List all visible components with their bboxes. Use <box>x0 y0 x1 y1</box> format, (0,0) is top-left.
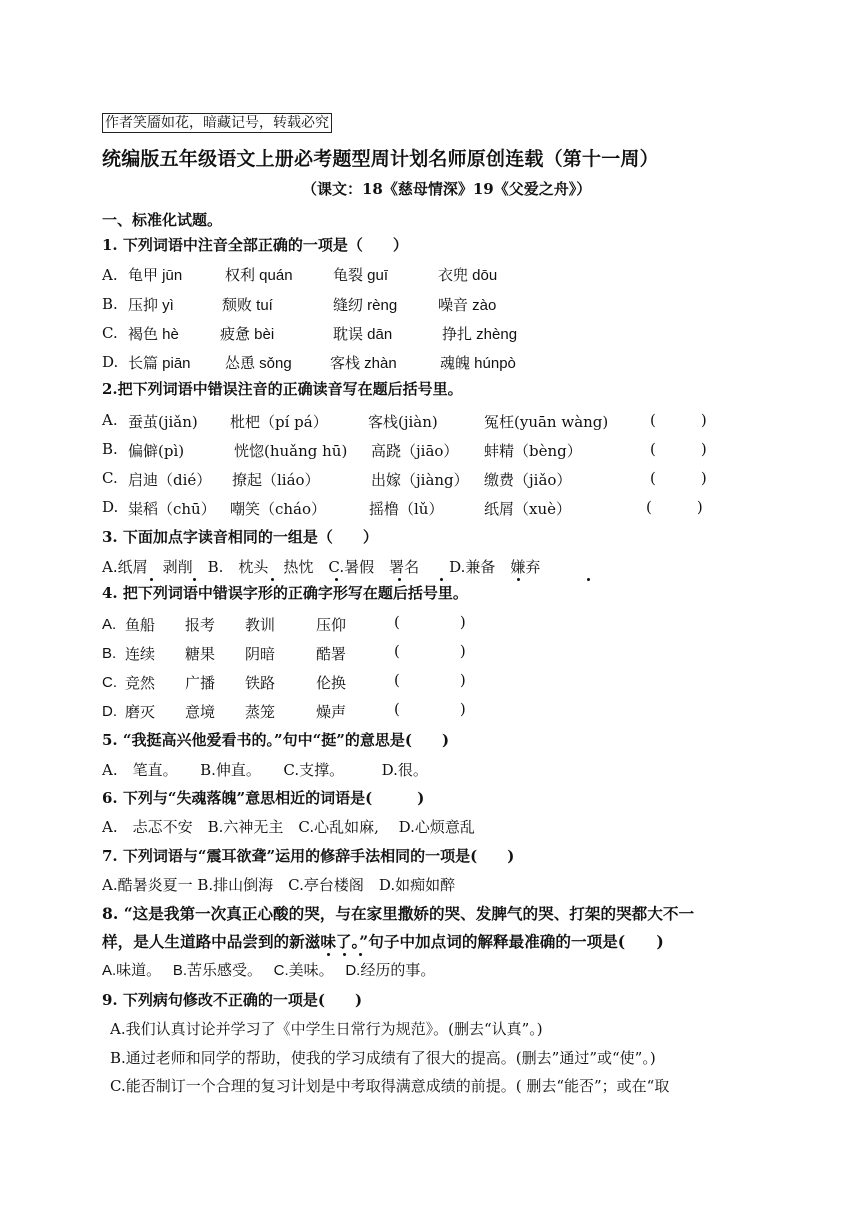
option-item: 蚕茧(jiǎn) <box>128 413 198 431</box>
option-item: 连续 <box>125 645 156 663</box>
answer-paren: ( ) <box>650 411 707 429</box>
question-8-stem-line-2: 样，是人生道路中品尝到的新滋味了。”句子中加点词的解释最准确的一项是( ) <box>102 932 664 951</box>
option-item: 撩起（liáo） <box>232 471 320 489</box>
option-item: 出嫁（jiàng） <box>371 471 469 489</box>
question-7-stem: 7. 下列词语与“震耳欲聋”运用的修辞手法相同的一项是( ) <box>102 847 515 865</box>
answer-paren: ( ) <box>394 671 466 689</box>
emphasis-dot <box>335 578 338 581</box>
emphasis-dot <box>193 578 196 581</box>
option-item: 权利 quán <box>225 267 293 284</box>
option-item: 摇橹（lǔ） <box>369 500 444 518</box>
answer-paren: ( ) <box>646 498 703 516</box>
question-8-options: A.味道。 B.苦乐感受。 C.美味。 D.经历的事。 <box>102 962 436 979</box>
option-item: 磨灭 <box>125 703 156 721</box>
option-item: 疲惫 bèi <box>220 326 275 343</box>
option-item: 蚌精（bèng） <box>484 442 582 460</box>
answer-paren: ( ) <box>650 440 707 458</box>
emphasis-dot <box>440 578 443 581</box>
option-item: 偏僻(pì) <box>128 442 185 460</box>
question-4-stem: 4. 把下列词语中错误字形的正确字形写在题后括号里。 <box>102 584 468 602</box>
option-label: D. <box>102 353 119 371</box>
option-label: A. <box>102 411 118 429</box>
option-item: 广播 <box>185 674 216 692</box>
option-item: 启迪（dié） <box>128 471 212 489</box>
question-3-stem: 3. 下面加点字读音相同的一组是（ ） <box>102 528 378 546</box>
option-label: B. <box>102 295 118 313</box>
emphasis-dot <box>517 578 520 581</box>
emphasis-dot <box>327 953 330 956</box>
option-item: 怂恿 sǒng <box>225 355 292 372</box>
option-item: 恍惚(huǎng hū) <box>234 442 348 460</box>
emphasis-dot <box>271 578 274 581</box>
option-label: D. <box>102 703 117 720</box>
option-item: 冤枉(yuān wàng) <box>484 413 609 431</box>
option-item: 衣兜 dōu <box>438 267 498 284</box>
option-item: 耽误 dān <box>333 326 393 343</box>
option-label: D. <box>102 498 119 516</box>
option-item: 粜稻（chū） <box>128 500 216 518</box>
option-item: 高跷（jiāo） <box>371 442 459 460</box>
question-5-stem: 5. “我挺高兴他爱看书的。”句中“挺”的意思是( ) <box>102 731 450 749</box>
option-item: 压仰 <box>316 616 347 634</box>
answer-paren: ( ) <box>394 642 466 660</box>
page-title: 统编版五年级语文上册必考题型周计划名师原创连载（第十一周） <box>102 148 659 170</box>
option-item: 酷署 <box>316 645 347 663</box>
page-subtitle: （课文：18《慈母情深》19《父爱之舟》） <box>302 180 592 198</box>
option-item: 竞然 <box>125 674 156 692</box>
option-label: B. <box>102 645 117 662</box>
option-item: 客栈(jiàn) <box>368 413 438 431</box>
section-heading: 一、标准化试题。 <box>102 211 223 229</box>
question-9-stem: 9. 下列病句修改不正确的一项是( ) <box>102 991 363 1009</box>
option-item: 客栈 zhàn <box>330 355 397 372</box>
answer-paren: ( ) <box>394 613 466 631</box>
option-item: 缴费（jiǎo） <box>484 471 572 489</box>
option-label: A. <box>102 616 117 633</box>
question-5-options: A. 笔直。 B.伸直。 C.支撑。 D.很。 <box>102 761 428 779</box>
option-label: C. <box>102 324 118 342</box>
option-item: 颓败 tuí <box>222 297 273 314</box>
question-9-option-b: B.通过老师和同学的帮助，使我的学习成绩有了很大的提高。(删去”通过”或“使”。) <box>110 1049 656 1067</box>
answer-paren: ( ) <box>394 700 466 718</box>
question-9-option-a: A.我们认真讨论并学习了《中学生日常行为规范》。(删去“认真”。) <box>110 1020 543 1038</box>
question-1-stem: 1. 下列词语中注音全部正确的一项是（ ） <box>102 236 408 254</box>
option-item: 褐色 hè <box>128 326 179 343</box>
option-item: 鱼船 <box>125 616 156 634</box>
option-item: 缝纫 rèng <box>333 297 398 314</box>
emphasis-dot <box>343 953 346 956</box>
option-label: A. <box>102 266 118 284</box>
option-item: 教训 <box>245 616 276 634</box>
option-item: 报考 <box>185 616 216 634</box>
option-item: 糖果 <box>185 645 216 663</box>
option-item: 魂魄 húnpò <box>440 355 516 372</box>
option-item: 燥声 <box>316 703 347 721</box>
question-6-stem: 6. 下列与“失魂落魄”意思相近的词语是( ) <box>102 789 425 807</box>
option-item: 伦换 <box>316 674 347 692</box>
emphasis-dot <box>359 953 362 956</box>
option-label: C. <box>102 469 118 487</box>
option-label: B. <box>102 440 118 458</box>
option-item: 意境 <box>185 703 216 721</box>
option-item: 纸屑（xuè） <box>484 500 571 518</box>
option-item: 蒸笼 <box>245 703 276 721</box>
option-item: 龟甲 jūn <box>128 267 183 284</box>
emphasis-dot <box>150 578 153 581</box>
option-item: 挣扎 zhèng <box>442 326 518 343</box>
question-9-option-c: C.能否制订一个合理的复习计划是中考取得满意成绩的前提。( 删去“能否”；或在“取 <box>110 1077 670 1095</box>
option-item: 压抑 yì <box>128 297 174 314</box>
option-item: 枇杷（pí pá） <box>230 413 328 431</box>
question-7-options: A.酷暑炎夏一 B.排山倒海 C.亭台楼阁 D.如痴如醉 <box>102 876 456 894</box>
copyright-notice: 作者笑靥如花，暗藏记号，转载必究 <box>102 113 332 133</box>
option-item: 阴暗 <box>245 645 276 663</box>
emphasis-dot <box>587 578 590 581</box>
answer-paren: ( ) <box>650 469 707 487</box>
question-6-options: A. 忐忑不安 B.六神无主 C.心乱如麻, D.心烦意乱 <box>102 818 475 836</box>
option-item: 铁路 <box>245 674 276 692</box>
emphasis-dot <box>398 578 401 581</box>
option-label: C. <box>102 674 117 691</box>
option-item: 长篇 piān <box>128 355 191 372</box>
option-item: 龟裂 guī <box>333 267 389 284</box>
question-8-stem-line-1: 8. “这是我第一次真正心酸的哭，与在家里撒娇的哭、发脾气的哭、打架的哭都大不一 <box>102 904 695 923</box>
question-3-options: A.纸屑 剥削 B. 枕头 热忱 C.暑假 署名 D.兼备 嫌弃 <box>102 558 541 576</box>
option-item: 噪音 zào <box>438 297 497 314</box>
question-2-stem: 2.把下列词语中错误注音的正确读音写在题后括号里。 <box>102 380 463 398</box>
option-item: 嘲笑（cháo） <box>230 500 327 518</box>
